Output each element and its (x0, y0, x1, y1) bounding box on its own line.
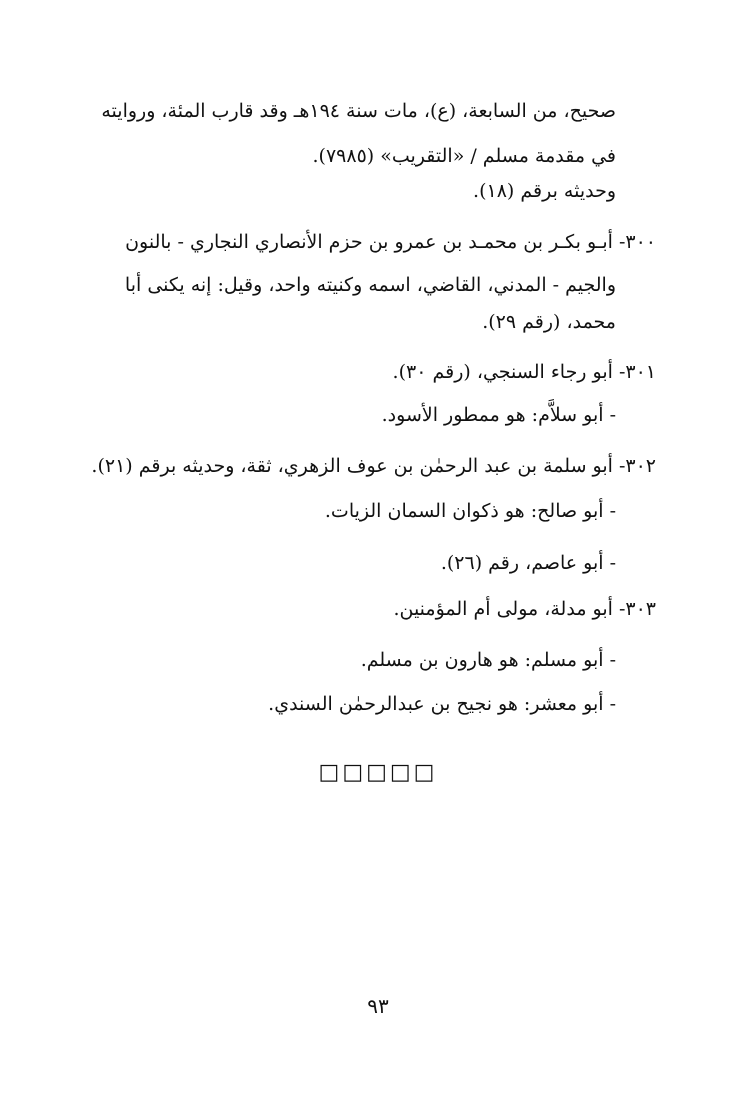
entry-301: ٣٠١- أبو رجاء السنجي، (رقم ٣٠). (392, 361, 656, 383)
note-abu-salih: - أبو صالح: هو ذكوان السمان الزيات. (324, 500, 616, 522)
note-abu-asim: - أبو عاصم، رقم (٢٦). (440, 552, 616, 574)
note-abu-sallam: - أبو سلاَّم: هو ممطور الأسود. (381, 404, 616, 426)
entry-300-line-2: والجيم - المدني، القاضي، اسمه وكنيته واحد، وقيل: إنه يكنى أبا (124, 274, 616, 296)
entry-300-line-3: محمد، (رقم ٢٩). (482, 311, 616, 333)
page-number: ٩٣ (367, 994, 389, 1018)
continuation-line-3: وحديثه برقم (١٨). (473, 180, 616, 202)
entry-300-line-1: ٣٠٠- أبـو بكـر بن محمـد بن عمرو بن حزم الأنصاري النجاري - بالنون (125, 231, 656, 253)
note-abu-muslim: - أبو مسلم: هو هارون بن مسلم. (360, 649, 616, 671)
entry-303: ٣٠٣- أبو مدلة، مولى أم المؤمنين. (393, 598, 656, 620)
continuation-line-2: في مقدمة مسلم / «التقريب» (٧٩٨٥). (312, 145, 616, 167)
note-abu-mashar: - أبو معشر: هو نجيح بن عبدالرحمٰن السندي. (268, 693, 616, 715)
entry-302: ٣٠٢- أبو سلمة بن عبد الرحمٰن بن عوف الزهري، ثقة، وحديثه برقم (٢١). (91, 455, 656, 477)
continuation-line-1: صحيح، من السابعة، (ع)، مات سنة ١٩٤هـ وقد قارب المئة، وروايته (101, 100, 616, 122)
section-separator: □□□□□ (318, 760, 438, 785)
